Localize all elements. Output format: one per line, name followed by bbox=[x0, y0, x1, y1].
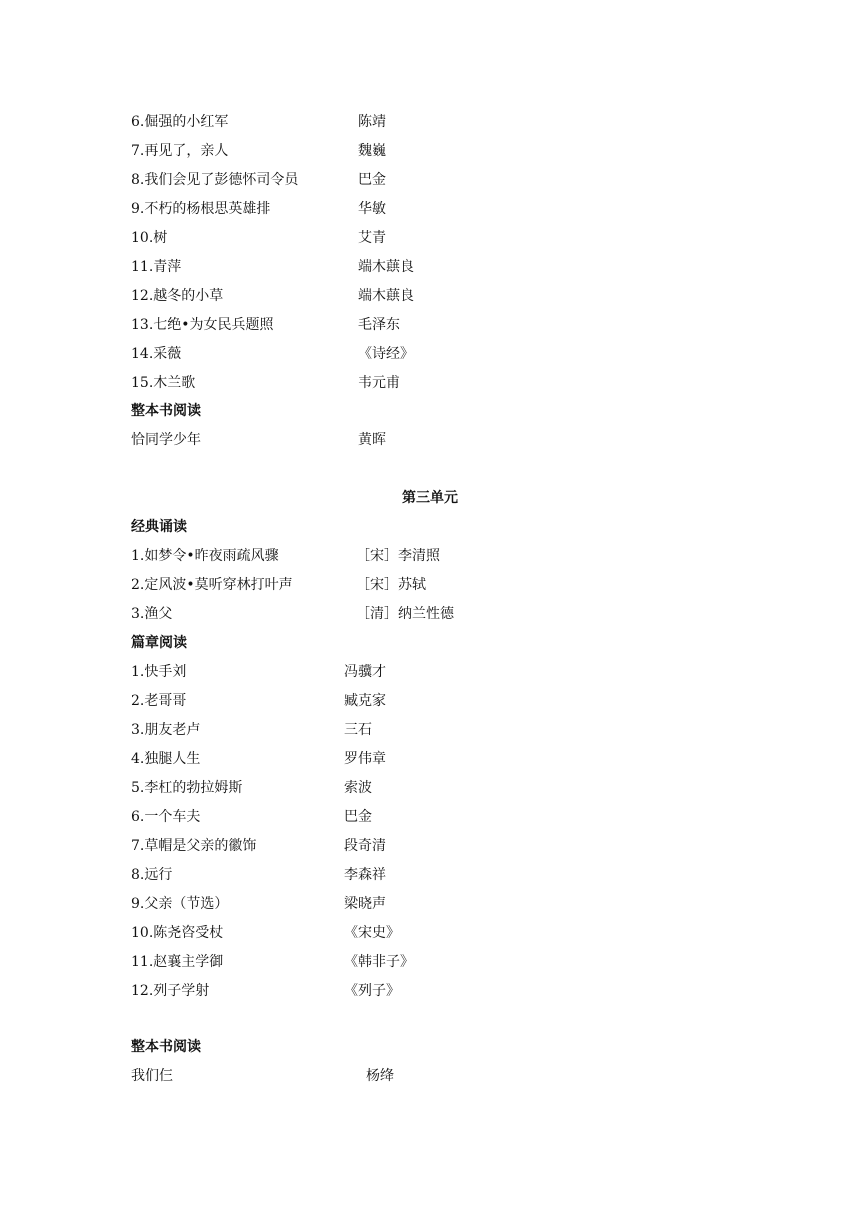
work-title: 12.越冬的小草 bbox=[131, 288, 224, 304]
work-author: 巴金 bbox=[358, 172, 386, 188]
work-title: 13.七绝•为女民兵题照 bbox=[131, 317, 274, 333]
section-heading-whole-book: 整本书阅读 bbox=[131, 403, 201, 419]
work-title: 15.木兰歌 bbox=[131, 375, 196, 391]
work-author: ［宋］苏轼 bbox=[356, 577, 426, 593]
work-title: 12.列子学射 bbox=[131, 983, 210, 999]
work-title: 1.快手刘 bbox=[131, 664, 187, 680]
work-author: 毛泽东 bbox=[358, 317, 400, 333]
work-author: ［宋］李清照 bbox=[356, 548, 440, 564]
work-author: ［清］纳兰性德 bbox=[356, 606, 454, 622]
work-title: 6.一个车夫 bbox=[131, 809, 201, 825]
work-author: 段奇清 bbox=[344, 838, 386, 854]
work-author: 华敏 bbox=[358, 201, 386, 217]
work-title: 8.我们会见了彭德怀司令员 bbox=[131, 172, 299, 188]
work-author: 冯骥才 bbox=[344, 664, 386, 680]
work-author: 李森祥 bbox=[344, 867, 386, 883]
work-author: 黄晖 bbox=[358, 432, 386, 448]
work-author: 端木蕻良 bbox=[358, 288, 414, 304]
work-title: 7.草帽是父亲的徽饰 bbox=[131, 838, 257, 854]
work-title: 2.定风波•莫听穿林打叶声 bbox=[131, 577, 293, 593]
unit-title: 第三单元 bbox=[402, 490, 458, 506]
work-title: 5.李杠的勃拉姆斯 bbox=[131, 780, 243, 796]
work-title: 7.再见了，亲人 bbox=[131, 143, 229, 159]
section-heading-classic: 经典诵读 bbox=[131, 519, 187, 535]
work-author: 《宋史》 bbox=[344, 925, 400, 941]
work-title: 2.老哥哥 bbox=[131, 693, 187, 709]
work-author: 《列子》 bbox=[344, 983, 400, 999]
work-title: 3.渔父 bbox=[131, 606, 173, 622]
work-title: 10.树 bbox=[131, 230, 168, 246]
work-title: 9.父亲（节选） bbox=[131, 896, 229, 912]
work-title: 1.如梦令•昨夜雨疏风骤 bbox=[131, 548, 279, 564]
work-title: 我们仨 bbox=[131, 1068, 173, 1084]
work-title: 11.青萍 bbox=[131, 259, 182, 275]
work-title: 3.朋友老卢 bbox=[131, 722, 201, 738]
work-title: 10.陈尧咨受杖 bbox=[131, 925, 224, 941]
work-author: 梁晓声 bbox=[344, 896, 386, 912]
work-author: 艾青 bbox=[358, 230, 386, 246]
work-author: 韦元甫 bbox=[358, 375, 400, 391]
work-author: 索波 bbox=[344, 780, 372, 796]
work-author: 《韩非子》 bbox=[344, 954, 414, 970]
work-author: 巴金 bbox=[344, 809, 372, 825]
work-title: 8.远行 bbox=[131, 867, 173, 883]
work-title: 4.独腿人生 bbox=[131, 751, 201, 767]
work-author: 魏巍 bbox=[358, 143, 386, 159]
work-author: 三石 bbox=[344, 722, 372, 738]
work-title: 14.采薇 bbox=[131, 346, 182, 362]
section-heading-chapter: 篇章阅读 bbox=[131, 635, 187, 651]
work-author: 端木蕻良 bbox=[358, 259, 414, 275]
work-author: 杨绛 bbox=[366, 1068, 394, 1084]
work-title: 恰同学少年 bbox=[131, 432, 201, 448]
work-title: 9.不朽的杨根思英雄排 bbox=[131, 201, 271, 217]
work-author: 《诗经》 bbox=[358, 346, 414, 362]
work-title: 6.倔强的小红军 bbox=[131, 114, 229, 130]
section-heading-whole-book: 整本书阅读 bbox=[131, 1039, 201, 1055]
work-author: 罗伟章 bbox=[344, 751, 386, 767]
work-author: 臧克家 bbox=[344, 693, 386, 709]
work-author: 陈靖 bbox=[358, 114, 386, 130]
work-title: 11.赵襄主学御 bbox=[131, 954, 224, 970]
